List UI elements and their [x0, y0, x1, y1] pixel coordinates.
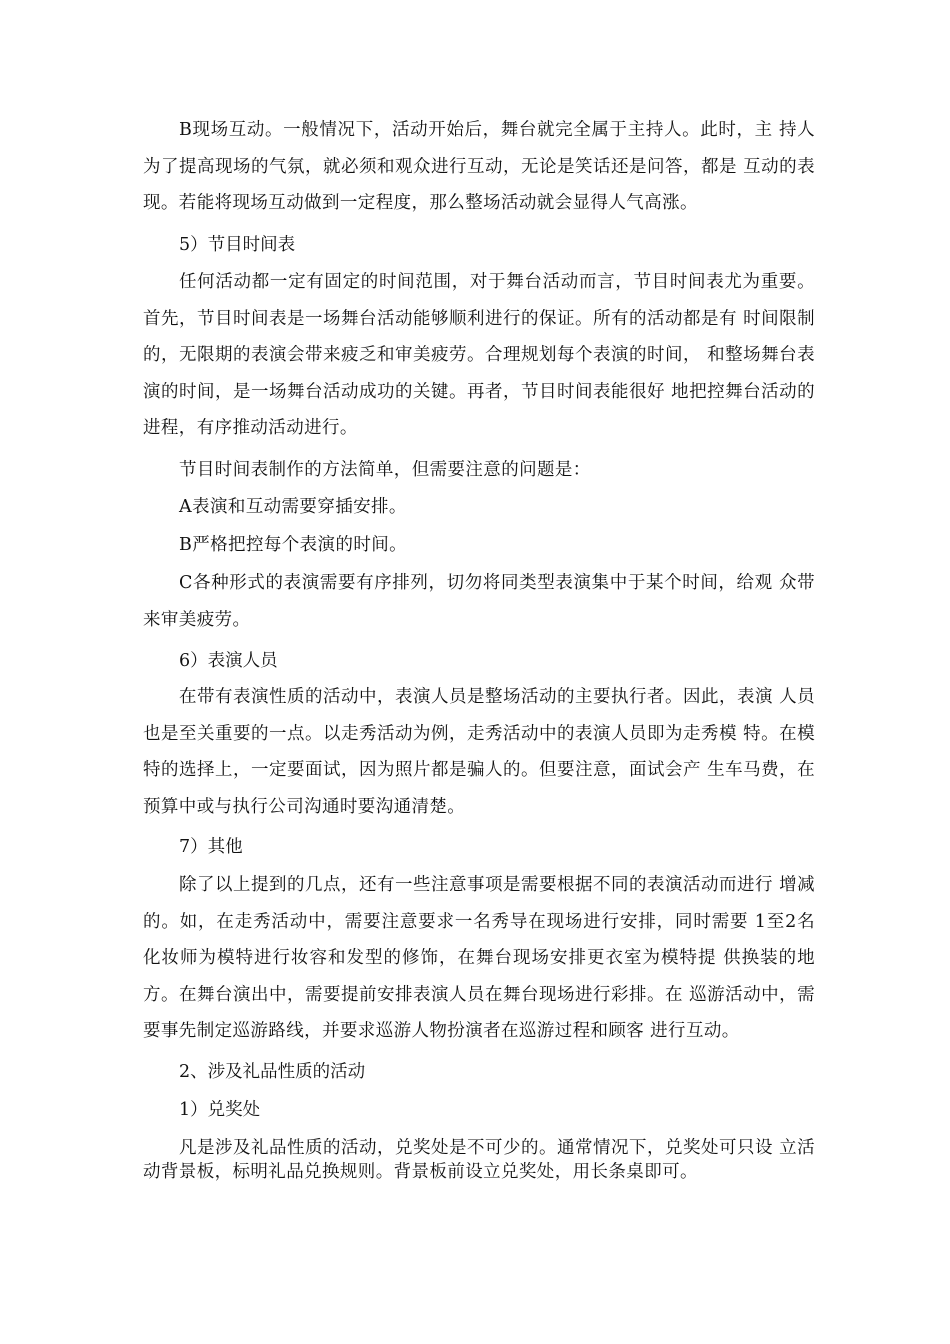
- heading-other: 7）其他: [179, 837, 243, 857]
- paragraph-prize-desk: 凡是涉及礼品性质的活动，兑奖处是不可少的。通常情况下，兑奖处可只设 立活动背景板，标明礼品兑换规则。背景板前设立兑奖处，用长条桌即可。: [143, 1138, 815, 1182]
- paragraph-schedule-importance: 任何活动都一定有固定的时间范围，对于舞台活动而言，节目时间表尤为重要。首先，节目时间表是一场舞台活动能够顺利进行的保证。所有的活动都是有 时间限制的，无限期的表演会带来疲乏和审美疲劳。合理规划每个表演的时间， 和整场舞台表演的时间，是一场舞台活动成功的关键。再者，节目时间表能很好 地把控舞台活动的进程，有序推动活动进行。: [143, 272, 815, 438]
- paragraph-item-b: B严格把控每个表演的时间。: [179, 535, 408, 555]
- paragraph-stage-interaction: B现场互动。一般情况下，活动开始后，舞台就完全属于主持人。此时，主 持人为了提高现场的气氛，就必须和观众进行互动，无论是笑话还是问答，都是 互动的表现。若能将现场互动做到一定程度，那么整场活动就会显得人气高涨。: [143, 120, 815, 213]
- paragraph-item-a: A表演和互动需要穿插安排。: [179, 497, 407, 517]
- heading-gift-activities: 2、涉及礼品性质的活动: [179, 1062, 366, 1082]
- heading-program-schedule: 5）节目时间表: [179, 235, 296, 255]
- paragraph-item-c: C各种形式的表演需要有序排列，切勿将同类型表演集中于某个时间，给观 众带来审美疲劳。: [143, 573, 815, 630]
- paragraph-other: 除了以上提到的几点，还有一些注意事项是需要根据不同的表演活动而进行 增减的。如，在走秀活动中，需要注意要求一名秀导在现场进行安排，同时需要 1至2名化妆师为模特进行妆容和发型的修饰，在舞台现场安排更衣室为模特提 供换装的地方。在舞台演出中，需要提前安排表演人员在舞台现场进行彩排。在 巡游活动中，需要事先制定巡游路线，并要求巡游人物扮演者在巡游过程和顾客 进行互动。: [143, 875, 815, 1041]
- heading-prize-desk: 1）兑奖处: [179, 1100, 261, 1120]
- paragraph-performers: 在带有表演性质的活动中，表演人员是整场活动的主要执行者。因此，表演 人员也是至关重要的一点。以走秀活动为例，走秀活动中的表演人员即为走秀模 特。在模特的选择上，一定要面试，因为照片都是骗人的。但要注意，面试会产 生车马费，在预算中或与执行公司沟通时要沟通清楚。: [143, 687, 815, 817]
- heading-performers: 6）表演人员: [179, 651, 278, 671]
- paragraph-schedule-method: 节目时间表制作的方法简单，但需要注意的问题是：: [179, 460, 591, 480]
